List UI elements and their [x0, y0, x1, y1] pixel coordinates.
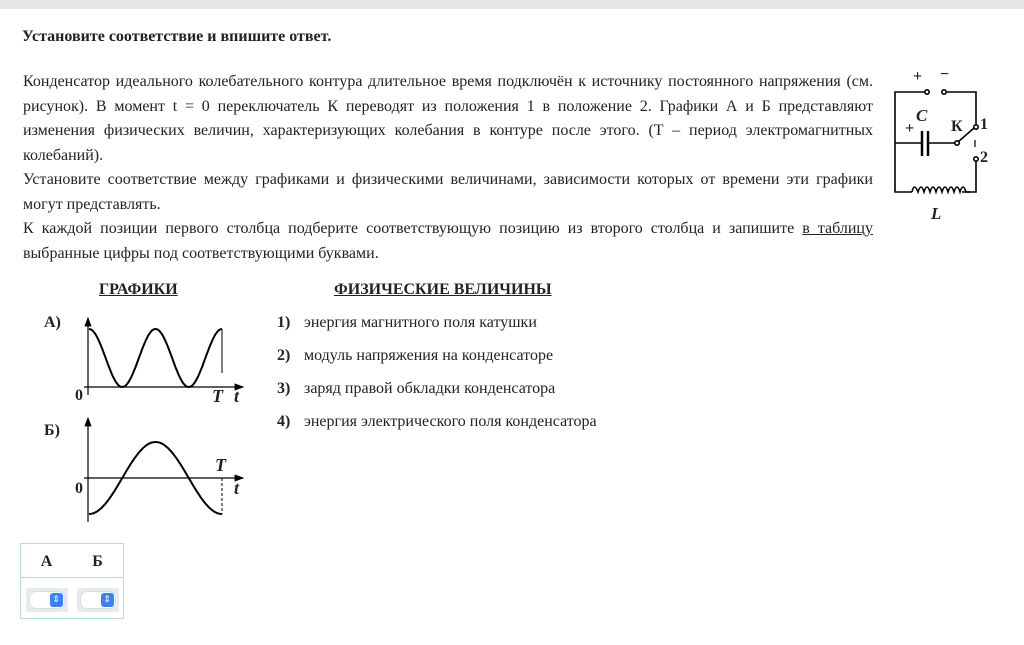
capacitor-plus-label: + — [905, 120, 915, 137]
paragraph-2: Установите соответствие между графиками и физическими величинами, зависимости которых от времени эти графики могут представлять. — [23, 171, 873, 213]
graph-a-curve — [89, 329, 222, 387]
graph-b-label: Б) — [44, 422, 60, 439]
answer-header-b: Б — [92, 553, 103, 570]
graph-a-label: А) — [44, 314, 61, 331]
graph-a-t: t — [234, 386, 240, 406]
option-4: 4) энергия электрического поля конденсатора — [277, 413, 597, 430]
graph-b-t: t — [234, 478, 240, 498]
task-text — [23, 70, 873, 266]
source-minus-label: − — [940, 66, 950, 83]
answer-select-b[interactable] — [77, 588, 119, 612]
table-link[interactable]: в таблицу — [802, 220, 873, 237]
select-arrows-icon: ⇕ — [101, 593, 114, 607]
position-2-label: 2 — [980, 149, 988, 166]
quantities-column-header: ФИЗИЧЕСКИЕ ВЕЛИЧИНЫ — [334, 281, 552, 298]
inductor-label: L — [931, 204, 942, 223]
graph-a-zero: 0 — [75, 387, 83, 404]
graph-b-curve — [89, 442, 222, 514]
top-bar — [0, 0, 1024, 9]
option-2: 2) модуль напряжения на конденсаторе — [277, 347, 554, 364]
answer-table — [20, 543, 124, 619]
paragraph-3 — [23, 217, 873, 266]
answer-select-a[interactable] — [26, 588, 68, 612]
option-3: 3) заряд правой обкладки конденсатора — [277, 380, 556, 397]
capacitor-label: C — [916, 106, 928, 125]
source-plus-label: + — [913, 68, 923, 85]
paragraph-3-start: К каждой позиции первого столбца подберите соответствующую позицию из второго столбца и запишите — [23, 220, 803, 237]
select-arrows-icon: ⇕ — [50, 593, 63, 607]
graph-b-T: T — [215, 455, 226, 475]
graph-b-zero: 0 — [75, 480, 83, 497]
option-1: 1) энергия магнитного поля катушки — [277, 314, 537, 331]
position-1-label: 1 — [980, 116, 988, 133]
switch-label: К — [951, 118, 963, 135]
answer-header-a: А — [40, 553, 53, 570]
graphs-column-header: ГРАФИКИ — [99, 281, 178, 298]
graph-a-T: T — [212, 386, 223, 406]
paragraph-3-end: выбранные цифры под соответствующими буквами. — [23, 244, 379, 262]
task-heading: Установите соответствие и впишите ответ. — [22, 28, 332, 45]
paragraph-1: Конденсатор идеального колебательного контура длительное время подключён к источнику постоянного напряжения (см. рисунок). В момент t = 0 переключатель К переводят из положения 1 в положение 2. Графики А и Б представляют изменения физических величин, характеризующих колебания в контуре после этого. (T – период электромагнитных колебаний). — [23, 73, 873, 164]
